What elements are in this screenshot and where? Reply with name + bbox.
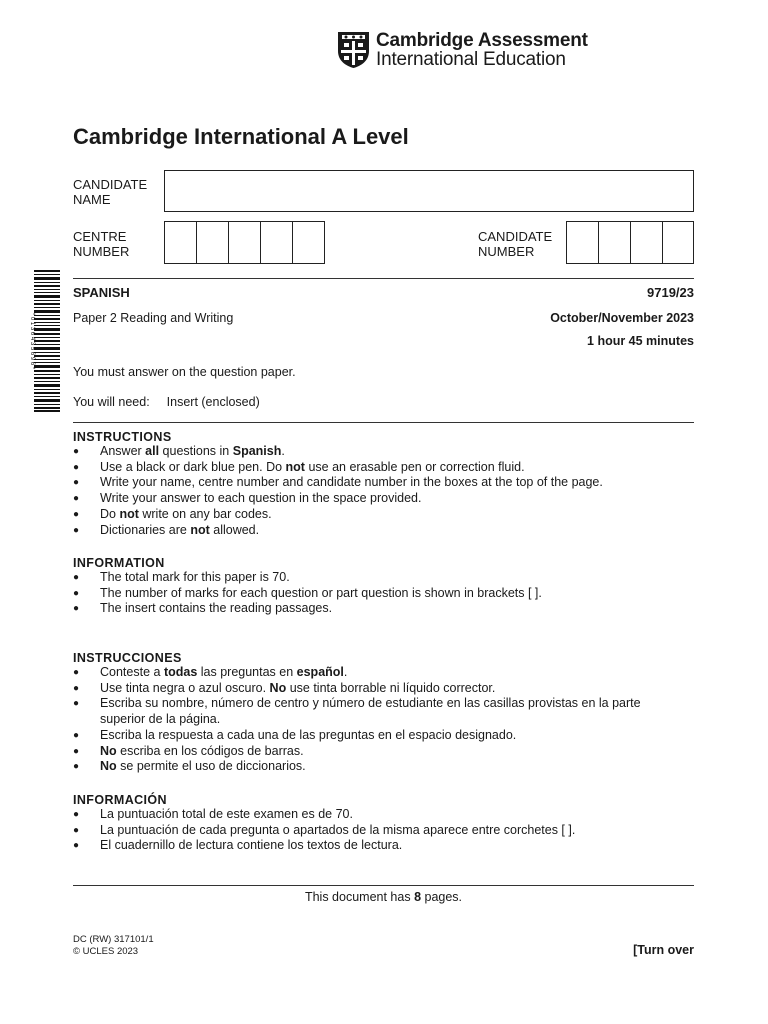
informacion-section xyxy=(73,793,694,854)
materials-label: You will need: xyxy=(73,395,150,409)
list-item: ● The number of marks for each question or part question is shown in brackets [ ]. xyxy=(73,586,694,602)
candidate-number-cell[interactable] xyxy=(599,222,631,263)
centre-number-cell[interactable] xyxy=(229,222,261,263)
list-item: ● El cuadernillo de lectura contiene los textos de lectura. xyxy=(73,838,694,854)
list-item: ● Dictionaries are not allowed. xyxy=(73,523,694,539)
turn-over: [Turn over xyxy=(633,943,694,957)
information-section xyxy=(73,556,694,617)
materials-needed xyxy=(73,395,260,409)
list-item: ● Use tinta negra o azul oscuro. No use tinta borrable ni líquido corrector. xyxy=(73,681,694,697)
informacion-heading: INFORMACIÓN xyxy=(73,793,167,807)
candidate-number-cell[interactable] xyxy=(631,222,663,263)
exam-duration: 1 hour 45 minutes xyxy=(587,334,694,348)
cambridge-shield-icon xyxy=(337,31,370,69)
candidate-number-label: CANDIDATE NUMBER xyxy=(478,229,553,259)
list-item: ● The total mark for this paper is 70. xyxy=(73,570,694,586)
instrucciones-heading: INSTRUCCIONES xyxy=(73,651,182,665)
divider xyxy=(73,278,694,279)
page-title: Cambridge International A Level xyxy=(73,124,409,149)
list-item: ● La puntuación total de este examen es de 70. xyxy=(73,807,694,823)
candidate-number-cell[interactable] xyxy=(663,222,693,263)
list-item: ● Escriba su nombre, número de centro y número de estudiante en las casillas provistas en la parte superior de la página. xyxy=(73,696,694,727)
copyright: © UCLES 2023 xyxy=(73,946,139,957)
list-item: ● No escriba en los códigos de barras. xyxy=(73,744,694,760)
centre-number-box[interactable] xyxy=(164,221,325,264)
footer-ref xyxy=(73,934,154,958)
information-heading: INFORMATION xyxy=(73,556,165,570)
candidate-number-box[interactable] xyxy=(566,221,694,264)
candidate-number-cell[interactable] xyxy=(567,222,599,263)
exam-session: October/November 2023 xyxy=(550,311,694,325)
materials-value: Insert (enclosed) xyxy=(166,395,260,409)
answer-note: You must answer on the question paper. xyxy=(73,365,296,379)
divider xyxy=(73,885,694,886)
centre-number-cell[interactable] xyxy=(293,222,324,263)
barcode-text: * 0 1 3 6 4 3 5 6 9 6 * xyxy=(29,312,35,370)
centre-number-cell[interactable] xyxy=(197,222,229,263)
barcode-graphic xyxy=(28,270,60,412)
list-item: ● Write your name, centre number and candidate number in the boxes at the top of the page. xyxy=(73,475,694,491)
candidate-name-label: CANDIDATE NAME xyxy=(73,177,148,207)
list-item: ● Escriba la respuesta a cada una de las preguntas en el espacio designado. xyxy=(73,728,694,744)
list-item: ● Answer all questions in Spanish. xyxy=(73,444,694,460)
logo-line-2: International Education xyxy=(376,49,566,70)
instructions-section xyxy=(73,430,694,538)
document-reference: DC (RW) 317101/1 xyxy=(73,934,154,945)
list-item: ● The insert contains the reading passages. xyxy=(73,601,694,617)
subject: SPANISH xyxy=(73,285,130,300)
paper-name: Paper 2 Reading and Writing xyxy=(73,311,234,325)
cambridge-logo xyxy=(337,30,588,70)
centre-number-cell[interactable] xyxy=(165,222,197,263)
list-item: ● La puntuación de cada pregunta o apartados de la misma aparece entre corchetes [ ]. xyxy=(73,823,694,839)
barcode xyxy=(28,270,60,412)
instrucciones-section xyxy=(73,651,694,775)
centre-number-label: CENTRE NUMBER xyxy=(73,229,130,259)
list-item: ● Do not write on any bar codes. xyxy=(73,507,694,523)
list-item: ● No se permite el uso de diccionarios. xyxy=(73,759,694,775)
list-item: ● Use a black or dark blue pen. Do not use an erasable pen or correction fluid. xyxy=(73,460,694,476)
list-item: ● Conteste a todas las preguntas en español. xyxy=(73,665,694,681)
page-count: This document has 8 pages. xyxy=(304,890,463,904)
list-item: ● Write your answer to each question in the space provided. xyxy=(73,491,694,507)
logo-line-1: Cambridge Assessment xyxy=(376,30,588,51)
divider xyxy=(73,422,694,423)
syllabus-code: 9719/23 xyxy=(647,285,694,300)
candidate-name-box[interactable] xyxy=(164,170,694,212)
centre-number-cell[interactable] xyxy=(261,222,293,263)
instructions-heading: INSTRUCTIONS xyxy=(73,430,172,444)
